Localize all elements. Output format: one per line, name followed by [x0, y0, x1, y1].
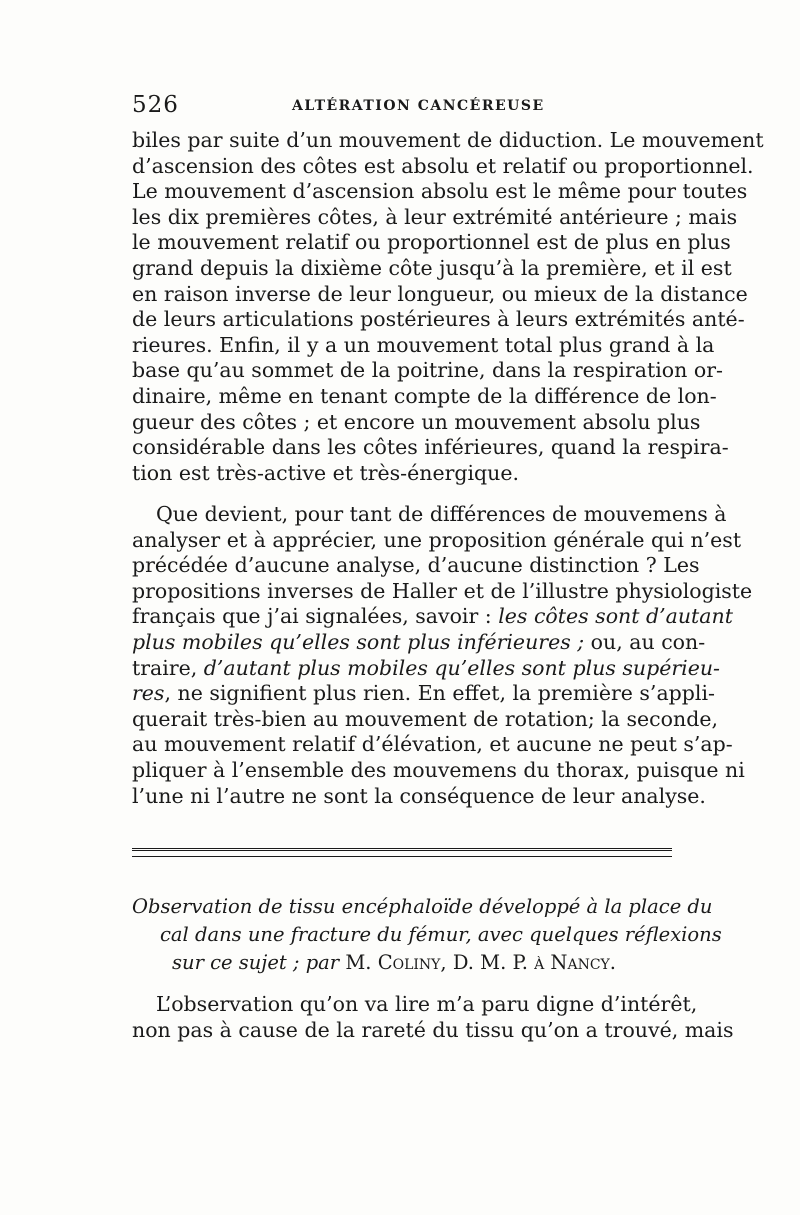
text-line: dinaire, même en tenant compte de la différence de lon- [132, 383, 717, 408]
text-line: d’ascension des côtes est absolu et relatif ou proportionnel. [132, 153, 754, 178]
italic-quote: plus mobiles qu’elles sont plus inférieures ; [132, 629, 585, 654]
title-line: cal dans une fracture du fémur, avec quelques réflexions [160, 923, 722, 946]
section-divider-thin [132, 856, 672, 857]
text-line: en raison inverse de leur longueur, ou mieux de la distance [132, 281, 748, 306]
text-line: tion est très-active et très-énergique. [132, 460, 520, 485]
text-line: base qu’au sommet de la poitrine, dans la respiration or- [132, 358, 723, 383]
text-line: les dix premières côtes, à leur extrémité antérieure ; mais [132, 204, 738, 229]
text-line [132, 629, 706, 656]
italic-quote: les côtes sont d’autant [498, 604, 733, 629]
author-name: M. Coliny, D. M. P. à Nancy. [345, 951, 616, 974]
paragraph-2 [132, 502, 753, 809]
text-line: l’une ni l’autre ne sont la conséquence de leur analyse. [132, 783, 706, 808]
italic-quote: res [132, 681, 165, 706]
paragraph-1 [132, 128, 764, 486]
page-header [132, 92, 672, 122]
text-line: considérable dans les côtes inférieures, quand la respira- [132, 435, 729, 460]
article-title [132, 893, 722, 977]
text-line: de leurs articulations postérieures à leurs extrémités anté- [132, 307, 745, 332]
text-line [132, 655, 720, 682]
text-line: Le mouvement d’ascension absolu est le même pour toutes [132, 179, 748, 204]
title-line [132, 949, 672, 977]
text-line: le mouvement relatif ou proportionnel est de plus en plus [132, 230, 731, 255]
text-line: biles par suite d’un mouvement de diduction. Le mouvement [132, 128, 764, 152]
text-line: précédée d’aucune analyse, d’aucune distinction ? Les [132, 553, 700, 578]
text-segment: traire, [132, 655, 204, 680]
italic-quote: d’autant plus mobiles qu’elles sont plus supérieu- [203, 655, 720, 680]
page-number: 526 [132, 92, 179, 118]
title-line: Observation de tissu encéphaloïde développé à la place du [132, 895, 713, 918]
text-line [132, 681, 715, 707]
text-line: au mouvement relatif d’élévation, et aucune ne peut s’ap- [132, 732, 733, 757]
text-segment: français que j’ai signalées, savoir : [132, 604, 499, 629]
text-segment: ou, au con- [584, 629, 706, 654]
text-line: propositions inverses de Haller et de l’illustre physiologiste [132, 578, 753, 603]
title-segment: sur ce sujet ; par [172, 951, 346, 974]
text-line: querait très-bien au mouvement de rotation; la seconde, [132, 706, 718, 731]
section-divider [132, 848, 672, 851]
text-line: analyser et à apprécier, une proposition générale qui n’est [132, 527, 742, 552]
text-line: grand depuis la dixième côte jusqu’à la première, et il est [132, 255, 732, 280]
text-line [132, 604, 733, 630]
text-line: L’observation qu’on va lire m’a paru digne d’intérêt, [156, 992, 698, 1016]
article-body [132, 992, 734, 1043]
text-line: pliquer à l’ensemble des mouvemens du thorax, puisque ni [132, 757, 745, 782]
text-line: rieures. Enfin, il y a un mouvement total plus grand à la [132, 332, 715, 357]
text-segment: , ne signifient plus rien. En effet, la première s’appli- [164, 681, 715, 706]
running-head: ALTÉRATION CANCÉREUSE [292, 98, 545, 114]
text-line: non pas à cause de la rareté du tissu qu’on a trouvé, mais [132, 1017, 734, 1042]
text-line: Que devient, pour tant de différences de mouvemens à [156, 502, 727, 526]
text-line: gueur des côtes ; et encore un mouvement absolu plus [132, 409, 701, 434]
